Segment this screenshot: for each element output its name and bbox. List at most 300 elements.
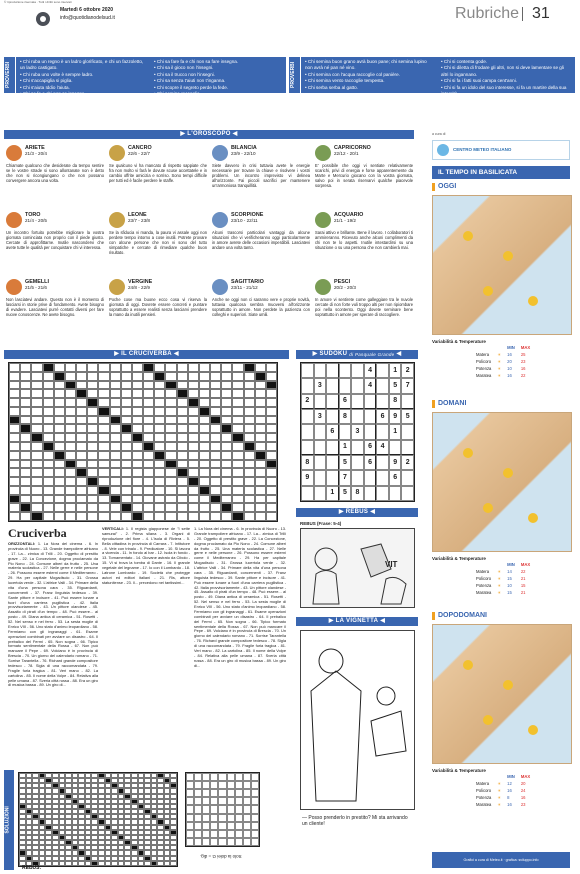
crossword-cell[interactable]: [244, 424, 255, 433]
crossword-cell[interactable]: [221, 416, 232, 425]
crossword-cell[interactable]: [31, 433, 42, 442]
crossword-cell[interactable]: [199, 512, 210, 521]
crossword-cell[interactable]: [188, 424, 199, 433]
crossword-cell[interactable]: [143, 424, 154, 433]
sudoku-cell[interactable]: 9: [389, 455, 402, 470]
crossword-cell[interactable]: [244, 468, 255, 477]
crossword-cell[interactable]: [143, 407, 154, 416]
crossword-cell[interactable]: [266, 363, 277, 372]
crossword-cell[interactable]: [110, 486, 121, 495]
crossword-cell[interactable]: [255, 407, 266, 416]
crossword-cell[interactable]: [165, 460, 176, 469]
crossword-cell[interactable]: [9, 372, 20, 381]
crossword-cell[interactable]: [20, 460, 31, 469]
crossword-cell[interactable]: [266, 451, 277, 460]
crossword-cell[interactable]: [54, 433, 65, 442]
crossword-cell[interactable]: [31, 477, 42, 486]
crossword-cell[interactable]: [188, 477, 199, 486]
crossword-cell[interactable]: [54, 407, 65, 416]
crossword-cell[interactable]: [244, 398, 255, 407]
crossword-cell[interactable]: [65, 407, 76, 416]
crossword-cell[interactable]: [31, 451, 42, 460]
crossword-cell[interactable]: [76, 442, 87, 451]
crossword-cell[interactable]: [221, 495, 232, 504]
crossword-cell[interactable]: [244, 416, 255, 425]
crossword-cell[interactable]: [110, 468, 121, 477]
crossword-cell[interactable]: [266, 398, 277, 407]
crossword-cell[interactable]: [9, 433, 20, 442]
crossword-cell[interactable]: [210, 407, 221, 416]
crossword-cell[interactable]: [165, 363, 176, 372]
crossword-cell[interactable]: [154, 477, 165, 486]
crossword-cell[interactable]: [188, 363, 199, 372]
crossword-cell[interactable]: [9, 424, 20, 433]
crossword-cell[interactable]: [165, 468, 176, 477]
crossword-cell[interactable]: [255, 433, 266, 442]
crossword-cell[interactable]: [143, 442, 154, 451]
crossword-cell[interactable]: [98, 416, 109, 425]
crossword-cell[interactable]: [54, 503, 65, 512]
sudoku-cell[interactable]: 8: [339, 409, 352, 424]
crossword-cell[interactable]: [232, 372, 243, 381]
sudoku-cell[interactable]: [401, 440, 414, 455]
crossword-cell[interactable]: [177, 468, 188, 477]
sudoku-cell[interactable]: 7: [401, 378, 414, 393]
sudoku-cell[interactable]: [314, 486, 327, 501]
crossword-cell[interactable]: [232, 495, 243, 504]
crossword-cell[interactable]: [255, 477, 266, 486]
crossword-cell[interactable]: [188, 442, 199, 451]
crossword-cell[interactable]: [43, 424, 54, 433]
crossword-cell[interactable]: [54, 495, 65, 504]
crossword-cell[interactable]: [210, 372, 221, 381]
crossword-cell[interactable]: [221, 424, 232, 433]
crossword-cell[interactable]: [221, 503, 232, 512]
sudoku-cell[interactable]: 6: [364, 440, 377, 455]
crossword-cell[interactable]: [154, 372, 165, 381]
crossword-cell[interactable]: [177, 372, 188, 381]
crossword-cell[interactable]: [87, 381, 98, 390]
crossword-cell[interactable]: [9, 398, 20, 407]
crossword-cell[interactable]: [188, 407, 199, 416]
crossword-cell[interactable]: [31, 503, 42, 512]
crossword-cell[interactable]: [210, 363, 221, 372]
sudoku-cell[interactable]: [326, 363, 339, 378]
crossword-cell[interactable]: [9, 486, 20, 495]
sudoku-cell[interactable]: 6: [364, 455, 377, 470]
crossword-cell[interactable]: [98, 486, 109, 495]
crossword-cell[interactable]: [188, 486, 199, 495]
crossword-cell[interactable]: [54, 381, 65, 390]
crossword-cell[interactable]: [31, 407, 42, 416]
crossword-cell[interactable]: [244, 503, 255, 512]
crossword-cell[interactable]: [188, 512, 199, 521]
crossword-cell[interactable]: [65, 495, 76, 504]
crossword-cell[interactable]: [20, 381, 31, 390]
crossword-cell[interactable]: [87, 451, 98, 460]
crossword-cell[interactable]: [54, 468, 65, 477]
crossword-cell[interactable]: [54, 389, 65, 398]
crossword-cell[interactable]: [210, 503, 221, 512]
crossword-cell[interactable]: [110, 495, 121, 504]
sudoku-cell[interactable]: [351, 440, 364, 455]
crossword-cell[interactable]: [143, 416, 154, 425]
crossword-cell[interactable]: [165, 486, 176, 495]
crossword-cell[interactable]: [87, 416, 98, 425]
crossword-cell[interactable]: [199, 477, 210, 486]
crossword-cell[interactable]: [98, 372, 109, 381]
crossword-cell[interactable]: [199, 451, 210, 460]
crossword-cell[interactable]: [165, 398, 176, 407]
sudoku-cell[interactable]: [364, 470, 377, 485]
sudoku-cell[interactable]: [389, 440, 402, 455]
crossword-cell[interactable]: [31, 389, 42, 398]
crossword-cell[interactable]: [221, 486, 232, 495]
crossword-cell[interactable]: [31, 363, 42, 372]
crossword-cell[interactable]: [9, 512, 20, 521]
crossword-cell[interactable]: [43, 381, 54, 390]
crossword-cell[interactable]: [54, 512, 65, 521]
crossword-cell[interactable]: [255, 503, 266, 512]
crossword-cell[interactable]: [121, 389, 132, 398]
crossword-cell[interactable]: [165, 433, 176, 442]
crossword-cell[interactable]: [266, 477, 277, 486]
sudoku-cell[interactable]: 2: [401, 455, 414, 470]
crossword-cell[interactable]: [244, 363, 255, 372]
crossword-cell[interactable]: [76, 424, 87, 433]
crossword-cell[interactable]: [232, 433, 243, 442]
crossword-cell[interactable]: [132, 363, 143, 372]
crossword-cell[interactable]: [188, 495, 199, 504]
sudoku-cell[interactable]: [326, 394, 339, 409]
sudoku-cell[interactable]: 4: [376, 440, 389, 455]
crossword-cell[interactable]: [244, 477, 255, 486]
crossword-cell[interactable]: [177, 389, 188, 398]
crossword-cell[interactable]: [143, 512, 154, 521]
sudoku-cell[interactable]: 5: [339, 455, 352, 470]
sudoku-cell[interactable]: 8: [389, 394, 402, 409]
crossword-cell[interactable]: [43, 451, 54, 460]
crossword-cell[interactable]: [244, 460, 255, 469]
crossword-cell[interactable]: [76, 389, 87, 398]
crossword-cell[interactable]: [165, 512, 176, 521]
sudoku-cell[interactable]: [326, 440, 339, 455]
crossword-cell[interactable]: [43, 372, 54, 381]
crossword-cell[interactable]: [31, 495, 42, 504]
crossword-cell[interactable]: [266, 389, 277, 398]
crossword-cell[interactable]: [232, 460, 243, 469]
crossword-cell[interactable]: [121, 424, 132, 433]
crossword-cell[interactable]: [266, 468, 277, 477]
crossword-cell[interactable]: [210, 486, 221, 495]
crossword-cell[interactable]: [110, 512, 121, 521]
sudoku-cell[interactable]: [351, 363, 364, 378]
crossword-cell[interactable]: [210, 460, 221, 469]
crossword-cell[interactable]: [98, 503, 109, 512]
crossword-cell[interactable]: [87, 503, 98, 512]
crossword-cell[interactable]: [221, 407, 232, 416]
crossword-cell[interactable]: [121, 407, 132, 416]
sudoku-cell[interactable]: [376, 394, 389, 409]
sudoku-cell[interactable]: [326, 455, 339, 470]
crossword-cell[interactable]: [9, 468, 20, 477]
sudoku-cell[interactable]: [314, 470, 327, 485]
crossword-cell[interactable]: [9, 407, 20, 416]
crossword-cell[interactable]: [221, 468, 232, 477]
crossword-cell[interactable]: [232, 468, 243, 477]
crossword-cell[interactable]: [87, 372, 98, 381]
crossword-cell[interactable]: [154, 486, 165, 495]
sudoku-cell[interactable]: [339, 378, 352, 393]
sudoku-cell[interactable]: [401, 470, 414, 485]
crossword-cell[interactable]: [20, 512, 31, 521]
crossword-cell[interactable]: [210, 389, 221, 398]
crossword-cell[interactable]: [143, 381, 154, 390]
crossword-cell[interactable]: [255, 460, 266, 469]
crossword-cell[interactable]: [165, 503, 176, 512]
crossword-cell[interactable]: [188, 468, 199, 477]
crossword-cell[interactable]: [266, 486, 277, 495]
crossword-cell[interactable]: [31, 416, 42, 425]
crossword-cell[interactable]: [177, 363, 188, 372]
sudoku-cell[interactable]: 5: [339, 486, 352, 501]
crossword-cell[interactable]: [165, 442, 176, 451]
crossword-cell[interactable]: [232, 416, 243, 425]
crossword-cell[interactable]: [132, 442, 143, 451]
crossword-cell[interactable]: [188, 460, 199, 469]
crossword-cell[interactable]: [188, 398, 199, 407]
crossword-cell[interactable]: [232, 451, 243, 460]
crossword-cell[interactable]: [199, 424, 210, 433]
crossword-cell[interactable]: [110, 381, 121, 390]
crossword-cell[interactable]: [65, 424, 76, 433]
crossword-cell[interactable]: [121, 442, 132, 451]
crossword-cell[interactable]: [76, 363, 87, 372]
sudoku-cell[interactable]: [389, 486, 402, 501]
crossword-cell[interactable]: [210, 381, 221, 390]
sudoku-cell[interactable]: 2: [401, 363, 414, 378]
crossword-cell[interactable]: [210, 398, 221, 407]
crossword-cell[interactable]: [121, 398, 132, 407]
crossword-cell[interactable]: [43, 407, 54, 416]
crossword-cell[interactable]: [98, 389, 109, 398]
crossword-cell[interactable]: [65, 398, 76, 407]
crossword-cell[interactable]: [9, 389, 20, 398]
sudoku-cell[interactable]: [301, 409, 314, 424]
crossword-cell[interactable]: [210, 512, 221, 521]
sudoku-cell[interactable]: 6: [389, 470, 402, 485]
crossword-cell[interactable]: [20, 442, 31, 451]
crossword-cell[interactable]: [65, 416, 76, 425]
sudoku-cell[interactable]: [314, 363, 327, 378]
crossword-cell[interactable]: [199, 363, 210, 372]
crossword-cell[interactable]: [232, 363, 243, 372]
crossword-cell[interactable]: [76, 512, 87, 521]
sudoku-cell[interactable]: 1: [326, 486, 339, 501]
crossword-cell[interactable]: [232, 381, 243, 390]
sudoku-cell[interactable]: 1: [389, 363, 402, 378]
crossword-cell[interactable]: [43, 398, 54, 407]
sudoku-cell[interactable]: [351, 470, 364, 485]
crossword-cell[interactable]: [210, 468, 221, 477]
crossword-cell[interactable]: [43, 486, 54, 495]
crossword-cell[interactable]: [31, 486, 42, 495]
crossword-grid[interactable]: [8, 362, 278, 522]
crossword-cell[interactable]: [87, 398, 98, 407]
crossword-cell[interactable]: [87, 442, 98, 451]
crossword-cell[interactable]: [132, 451, 143, 460]
crossword-cell[interactable]: [87, 389, 98, 398]
sudoku-cell[interactable]: 3: [314, 409, 327, 424]
crossword-cell[interactable]: [87, 460, 98, 469]
crossword-cell[interactable]: [154, 503, 165, 512]
crossword-cell[interactable]: [255, 512, 266, 521]
crossword-cell[interactable]: [76, 381, 87, 390]
crossword-cell[interactable]: [266, 416, 277, 425]
crossword-cell[interactable]: [154, 433, 165, 442]
sudoku-cell[interactable]: [301, 363, 314, 378]
crossword-cell[interactable]: [31, 468, 42, 477]
crossword-cell[interactable]: [143, 389, 154, 398]
crossword-cell[interactable]: [65, 363, 76, 372]
crossword-cell[interactable]: [199, 433, 210, 442]
crossword-cell[interactable]: [221, 433, 232, 442]
crossword-cell[interactable]: [143, 503, 154, 512]
sudoku-cell[interactable]: 1: [389, 424, 402, 439]
crossword-cell[interactable]: [255, 451, 266, 460]
crossword-cell[interactable]: [210, 433, 221, 442]
crossword-cell[interactable]: [20, 451, 31, 460]
crossword-cell[interactable]: [244, 486, 255, 495]
crossword-cell[interactable]: [132, 381, 143, 390]
crossword-cell[interactable]: [110, 416, 121, 425]
crossword-cell[interactable]: [65, 372, 76, 381]
sudoku-cell[interactable]: 7: [339, 470, 352, 485]
crossword-cell[interactable]: [154, 460, 165, 469]
crossword-cell[interactable]: [165, 424, 176, 433]
crossword-cell[interactable]: [121, 372, 132, 381]
crossword-cell[interactable]: [165, 477, 176, 486]
crossword-cell[interactable]: [177, 442, 188, 451]
crossword-cell[interactable]: [266, 407, 277, 416]
crossword-cell[interactable]: [266, 503, 277, 512]
crossword-cell[interactable]: [232, 512, 243, 521]
crossword-cell[interactable]: [132, 424, 143, 433]
crossword-cell[interactable]: [20, 363, 31, 372]
crossword-cell[interactable]: [76, 372, 87, 381]
crossword-cell[interactable]: [199, 416, 210, 425]
crossword-cell[interactable]: [143, 433, 154, 442]
crossword-cell[interactable]: [232, 486, 243, 495]
crossword-cell[interactable]: [76, 460, 87, 469]
crossword-cell[interactable]: [110, 372, 121, 381]
crossword-cell[interactable]: [9, 381, 20, 390]
sudoku-cell[interactable]: [301, 378, 314, 393]
crossword-cell[interactable]: [9, 451, 20, 460]
crossword-cell[interactable]: [177, 407, 188, 416]
crossword-cell[interactable]: [76, 398, 87, 407]
crossword-cell[interactable]: [121, 363, 132, 372]
crossword-cell[interactable]: [132, 407, 143, 416]
crossword-cell[interactable]: [54, 460, 65, 469]
crossword-cell[interactable]: [154, 468, 165, 477]
crossword-cell[interactable]: [9, 477, 20, 486]
crossword-cell[interactable]: [154, 424, 165, 433]
crossword-cell[interactable]: [266, 372, 277, 381]
crossword-cell[interactable]: [154, 442, 165, 451]
crossword-cell[interactable]: [98, 381, 109, 390]
crossword-cell[interactable]: [210, 451, 221, 460]
crossword-cell[interactable]: [143, 495, 154, 504]
crossword-cell[interactable]: [31, 442, 42, 451]
sudoku-cell[interactable]: [326, 470, 339, 485]
crossword-cell[interactable]: [20, 495, 31, 504]
crossword-cell[interactable]: [121, 433, 132, 442]
crossword-cell[interactable]: [132, 503, 143, 512]
crossword-cell[interactable]: [232, 407, 243, 416]
crossword-cell[interactable]: [199, 442, 210, 451]
crossword-cell[interactable]: [266, 460, 277, 469]
crossword-cell[interactable]: [143, 398, 154, 407]
crossword-cell[interactable]: [121, 451, 132, 460]
sudoku-grid[interactable]: [300, 362, 415, 502]
crossword-cell[interactable]: [221, 389, 232, 398]
crossword-cell[interactable]: [244, 495, 255, 504]
crossword-cell[interactable]: [143, 363, 154, 372]
crossword-cell[interactable]: [221, 451, 232, 460]
crossword-cell[interactable]: [98, 495, 109, 504]
sudoku-cell[interactable]: 1: [339, 440, 352, 455]
crossword-cell[interactable]: [65, 451, 76, 460]
crossword-cell[interactable]: [20, 503, 31, 512]
sudoku-cell[interactable]: [301, 486, 314, 501]
crossword-cell[interactable]: [76, 407, 87, 416]
crossword-cell[interactable]: [20, 433, 31, 442]
crossword-cell[interactable]: [255, 442, 266, 451]
crossword-cell[interactable]: [255, 486, 266, 495]
crossword-cell[interactable]: [98, 468, 109, 477]
crossword-cell[interactable]: [20, 372, 31, 381]
crossword-cell[interactable]: [210, 424, 221, 433]
crossword-cell[interactable]: [199, 381, 210, 390]
crossword-cell[interactable]: [177, 433, 188, 442]
crossword-cell[interactable]: [154, 398, 165, 407]
crossword-cell[interactable]: [31, 512, 42, 521]
crossword-cell[interactable]: [43, 477, 54, 486]
sudoku-cell[interactable]: 9: [301, 470, 314, 485]
crossword-cell[interactable]: [199, 495, 210, 504]
crossword-cell[interactable]: [210, 495, 221, 504]
crossword-cell[interactable]: [31, 372, 42, 381]
sudoku-cell[interactable]: 5: [401, 409, 414, 424]
sudoku-cell[interactable]: 5: [389, 378, 402, 393]
crossword-cell[interactable]: [110, 407, 121, 416]
crossword-cell[interactable]: [154, 512, 165, 521]
crossword-cell[interactable]: [143, 460, 154, 469]
crossword-cell[interactable]: [76, 451, 87, 460]
crossword-cell[interactable]: [98, 512, 109, 521]
crossword-cell[interactable]: [221, 372, 232, 381]
sudoku-cell[interactable]: 6: [326, 424, 339, 439]
crossword-cell[interactable]: [232, 398, 243, 407]
crossword-cell[interactable]: [266, 381, 277, 390]
crossword-cell[interactable]: [154, 389, 165, 398]
crossword-cell[interactable]: [98, 363, 109, 372]
crossword-cell[interactable]: [110, 424, 121, 433]
crossword-cell[interactable]: [132, 460, 143, 469]
crossword-cell[interactable]: [199, 460, 210, 469]
crossword-cell[interactable]: [20, 424, 31, 433]
